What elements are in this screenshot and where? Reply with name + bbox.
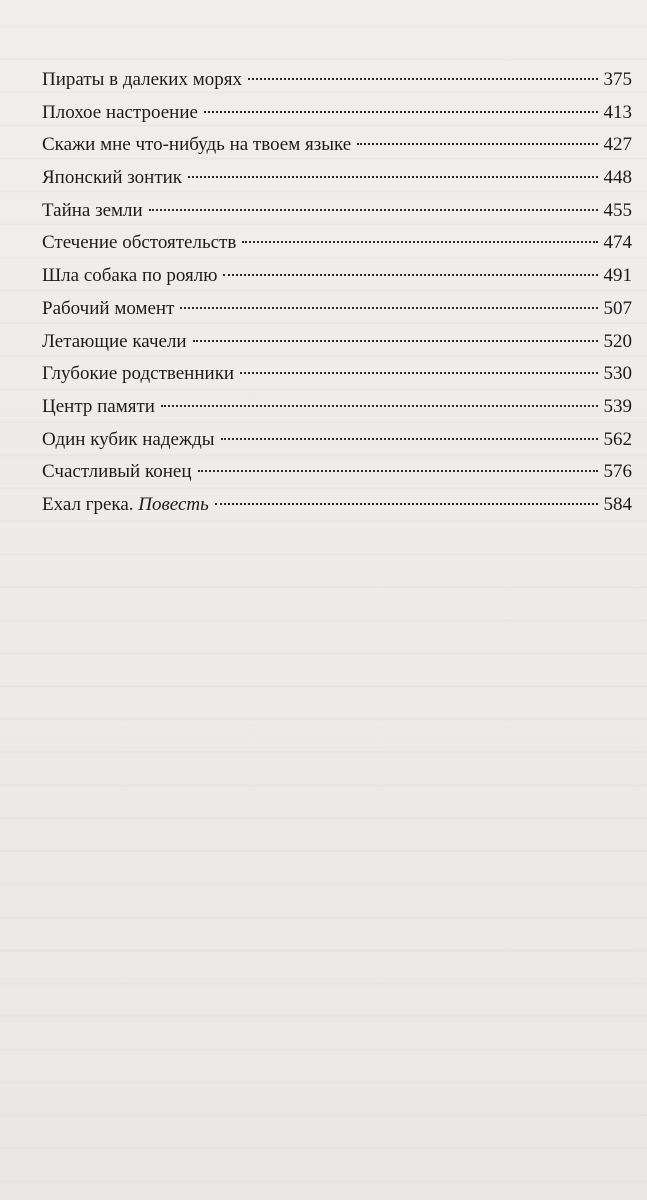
toc-entry-title: Японский зонтик (42, 167, 183, 189)
toc-entry-page: 507 (603, 297, 632, 319)
toc-entry-title: Шла собака по роялю (42, 265, 218, 287)
toc-entry-page: 562 (603, 428, 632, 450)
dot-leader (193, 340, 598, 342)
toc-entry (42, 326, 632, 359)
toc-entry (42, 162, 632, 195)
toc-entry (42, 195, 632, 228)
toc-entry-page: 413 (603, 101, 632, 123)
toc-entry (42, 64, 632, 97)
toc-entry-title: Скажи мне что-нибудь на твоем языке (42, 134, 352, 156)
dot-leader (357, 143, 597, 145)
toc-entry-page: 455 (603, 199, 632, 221)
toc-entry-page: 539 (603, 395, 632, 417)
dot-leader (215, 503, 598, 505)
dot-leader (180, 307, 597, 309)
toc-entry-title: Рабочий момент (42, 297, 175, 319)
toc-entry (42, 97, 632, 130)
dot-leader (240, 372, 597, 374)
toc-entry-title: Стечение обстоятельств (42, 232, 237, 254)
toc-entry (42, 391, 632, 424)
table-of-contents (42, 64, 632, 522)
toc-entry-title: Глубокие родственники (42, 363, 235, 385)
dot-leader (149, 209, 598, 211)
dot-leader (248, 78, 598, 80)
toc-entry-page: 520 (603, 330, 632, 352)
dot-leader (188, 176, 597, 178)
dot-leader (242, 241, 597, 243)
toc-entry-page: 375 (603, 69, 632, 90)
toc-entry-title: Тайна земли (42, 199, 143, 221)
toc-entry (42, 456, 632, 489)
toc-entry-title: Летающие качели (42, 330, 187, 352)
toc-entry (42, 489, 632, 522)
dot-leader (198, 470, 598, 472)
toc-entry-page: 576 (603, 461, 632, 483)
toc-entry (42, 293, 632, 326)
toc-entry (42, 358, 632, 391)
toc-entry-title: Один кубик надежды (42, 428, 215, 450)
toc-entry-page: 584 (603, 493, 632, 515)
toc-entry-page: 427 (603, 134, 632, 156)
toc-entry-page: 474 (603, 232, 632, 254)
toc-entry (42, 227, 632, 260)
toc-entry (42, 260, 632, 293)
toc-entry-title: Ехал грека. Повесть (42, 493, 209, 515)
toc-entry-genre: Повесть (138, 493, 209, 515)
dot-leader (221, 438, 598, 440)
toc-entry-title: Центр памяти (42, 395, 155, 417)
toc-entry-page: 530 (603, 363, 632, 385)
toc-entry (42, 129, 632, 162)
dot-leader (223, 274, 597, 276)
dot-leader (204, 111, 598, 113)
toc-entry-page: 491 (603, 265, 632, 287)
toc-entry (42, 424, 632, 457)
toc-entry-title: Счастливый конец (42, 461, 192, 483)
toc-entry-page: 448 (603, 167, 632, 189)
toc-entry-title: Пираты в далеких морях (42, 69, 242, 90)
dot-leader (161, 405, 598, 407)
toc-entry-title: Плохое настроение (42, 101, 198, 123)
